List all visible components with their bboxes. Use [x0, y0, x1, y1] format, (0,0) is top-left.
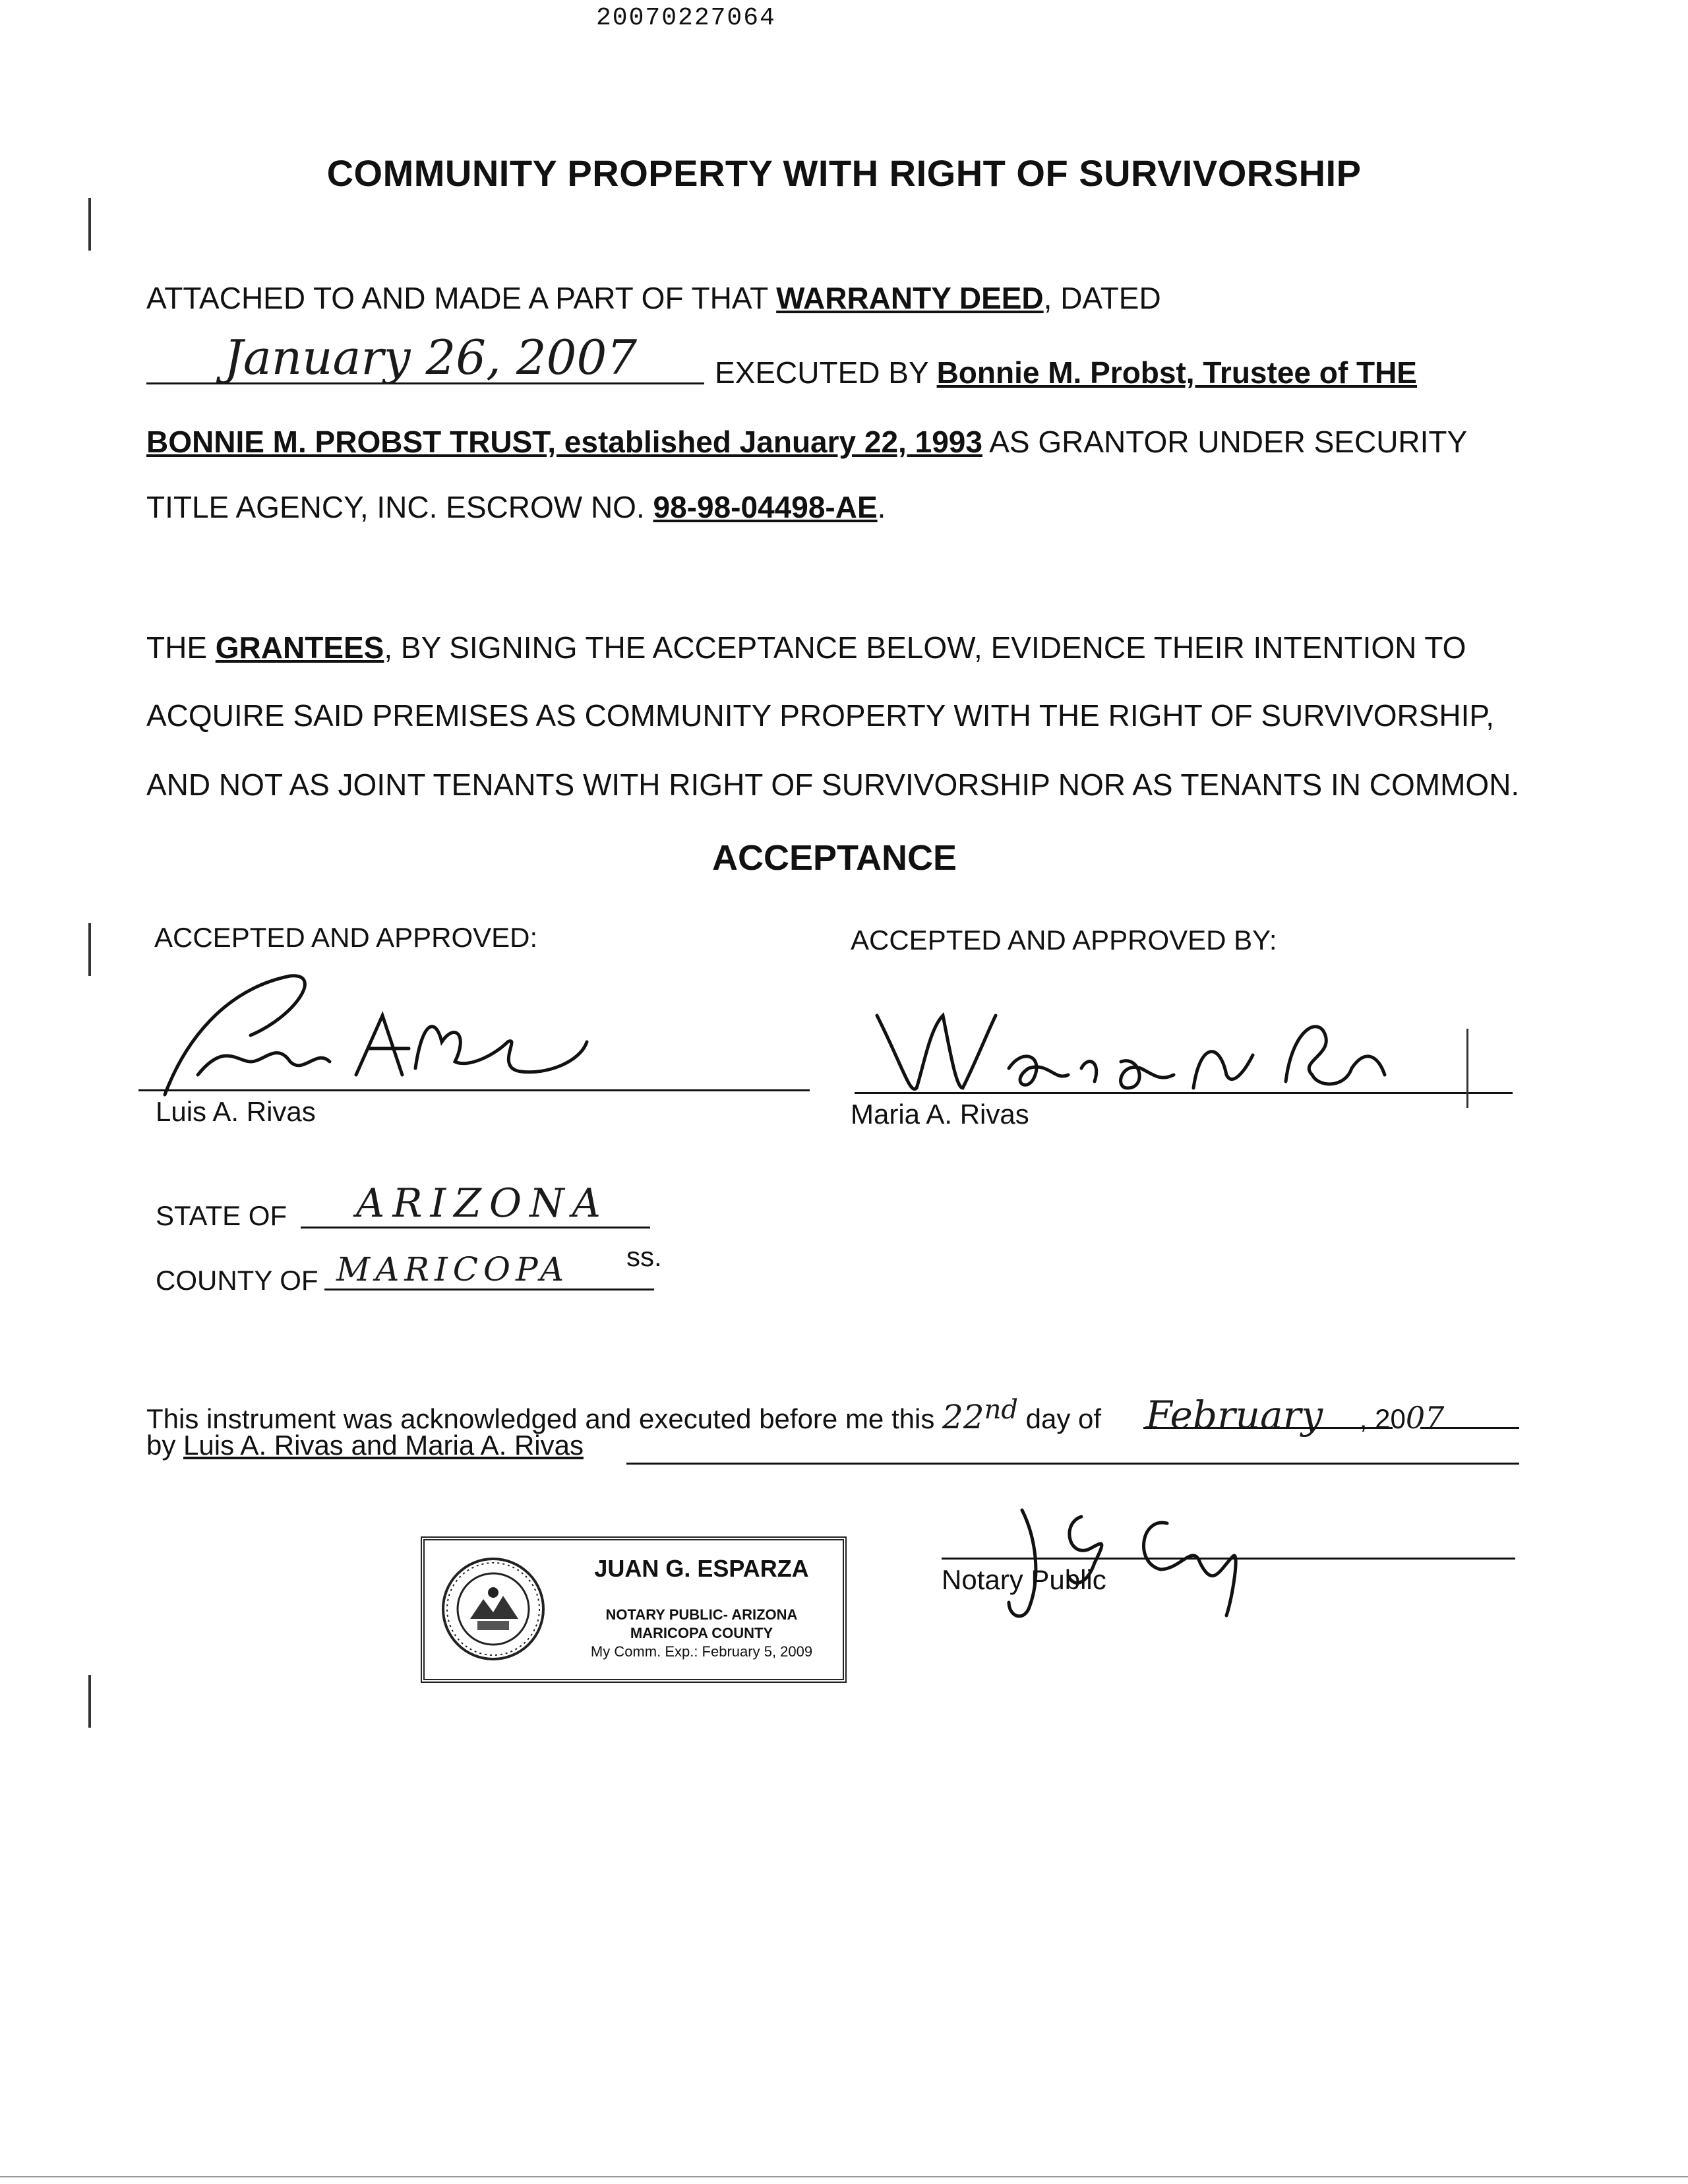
- page-title: COMMUNITY PROPERTY WITH RIGHT OF SURVIVORSHIP: [326, 152, 1362, 194]
- stamp-line-2: MARICOPA COUNTY: [630, 1625, 773, 1641]
- intro-line-3: [146, 424, 1467, 460]
- intro-line-2: [715, 355, 1417, 390]
- county-value: MARICOPA: [336, 1250, 570, 1289]
- notary-signature-scribble: [982, 1497, 1286, 1629]
- executed-by-label: EXECUTED BY: [715, 355, 937, 390]
- right-signature-scribble: [864, 989, 1404, 1108]
- ack-month: February: [1145, 1393, 1323, 1438]
- ack-year-line: [1420, 1427, 1519, 1429]
- deed-date-handwritten: January 26, 2007: [224, 330, 638, 385]
- dated-suffix: , DATED: [1043, 281, 1161, 315]
- notary-signature-line: [942, 1558, 1515, 1560]
- grantees-line-2: ACQUIRE SAID PREMISES AS COMMUNITY PROPERTY WITH THE RIGHT OF SURVIVORSHIP,: [146, 698, 1494, 733]
- grantor-line-1: Bonnie M. Probst, Trustee of THE: [936, 355, 1417, 390]
- scan-mark: [88, 923, 91, 976]
- ack-month-line: [1143, 1427, 1393, 1429]
- ack-day: 22: [942, 1398, 984, 1436]
- ack-text-prefix: This instrument was acknowledged and executed before me this: [146, 1403, 942, 1434]
- stamp-line-1: NOTARY PUBLIC- ARIZONA: [605, 1606, 798, 1623]
- left-signature-scribble: [125, 963, 600, 1108]
- grantees-line-3: AND NOT AS JOINT TENANTS WITH RIGHT OF SURVIVORSHIP NOR AS TENANTS IN COMMON.: [146, 768, 1520, 802]
- grantees-word: GRANTEES: [215, 630, 384, 665]
- grantor-line-2: BONNIE M. PROBST TRUST, established January 22, 1993: [146, 425, 982, 459]
- right-accepted-label: ACCEPTED AND APPROVED BY:: [851, 925, 1277, 956]
- ack-names-line: [626, 1463, 1519, 1465]
- ack-year-prefix: , 20: [1359, 1403, 1406, 1434]
- grantees-line-1-rest: , BY SIGNING THE ACCEPTANCE BELOW, EVIDENCE THEIR INTENTION TO: [384, 630, 1466, 665]
- ack-by-label: by: [146, 1430, 184, 1461]
- intro-line-4: [146, 489, 886, 525]
- escrow-number: 98-98-04498-AE: [653, 490, 878, 524]
- scan-mark: [1466, 1029, 1468, 1108]
- state-line: [301, 1227, 650, 1228]
- notary-signature: [982, 1497, 1286, 1629]
- left-signature: [125, 963, 600, 1108]
- ack-year-suffix: 07: [1405, 1400, 1445, 1436]
- right-signer-name: Maria A. Rivas: [851, 1099, 1029, 1130]
- scan-edge: [0, 2176, 1688, 2177]
- intro-line-1: [146, 280, 1161, 316]
- ack-text-mid: day of: [1018, 1403, 1109, 1434]
- stamp-line-3: My Comm. Exp.: February 5, 2009: [590, 1643, 813, 1660]
- ack-day-suffix: nd: [984, 1395, 1018, 1425]
- left-signer-name: Luis A. Rivas: [156, 1096, 316, 1127]
- notary-stamp: [421, 1536, 847, 1683]
- agency-text: TITLE AGENCY, INC. ESCROW NO.: [146, 490, 653, 524]
- deed-type: WARRANTY DEED: [776, 281, 1044, 315]
- acknowledgment-line-2: [146, 1430, 584, 1461]
- scan-mark: [88, 198, 91, 251]
- scan-mark: [88, 1675, 91, 1728]
- acceptance-heading: ACCEPTANCE: [712, 838, 957, 878]
- right-signature-line: [855, 1092, 1513, 1094]
- state-label: STATE OF: [156, 1200, 287, 1231]
- attached-prefix: ATTACHED TO AND MADE A PART OF THAT: [146, 281, 777, 315]
- grantees-prefix: THE: [146, 630, 216, 665]
- county-label: COUNTY OF: [156, 1265, 318, 1296]
- state-seal-icon: [440, 1556, 546, 1662]
- county-line: [324, 1289, 654, 1290]
- document-number: 20070227064: [596, 4, 776, 32]
- state-value: ARIZONA: [356, 1180, 609, 1227]
- grantees-line-1: [146, 630, 1466, 665]
- stamp-notary-name: JUAN G. ESPARZA: [594, 1555, 809, 1582]
- left-accepted-label: ACCEPTED AND APPROVED:: [154, 922, 538, 953]
- left-signature-line: [138, 1089, 810, 1091]
- venue-ss: ss.: [626, 1241, 662, 1272]
- escrow-end: .: [877, 490, 886, 524]
- notary-public-label: Notary Public: [942, 1564, 1106, 1595]
- grantor-suffix: AS GRANTOR UNDER SECURITY: [982, 425, 1468, 459]
- right-signature: [864, 989, 1404, 1108]
- ack-by-names: Luis A. Rivas and Maria A. Rivas: [183, 1430, 584, 1461]
